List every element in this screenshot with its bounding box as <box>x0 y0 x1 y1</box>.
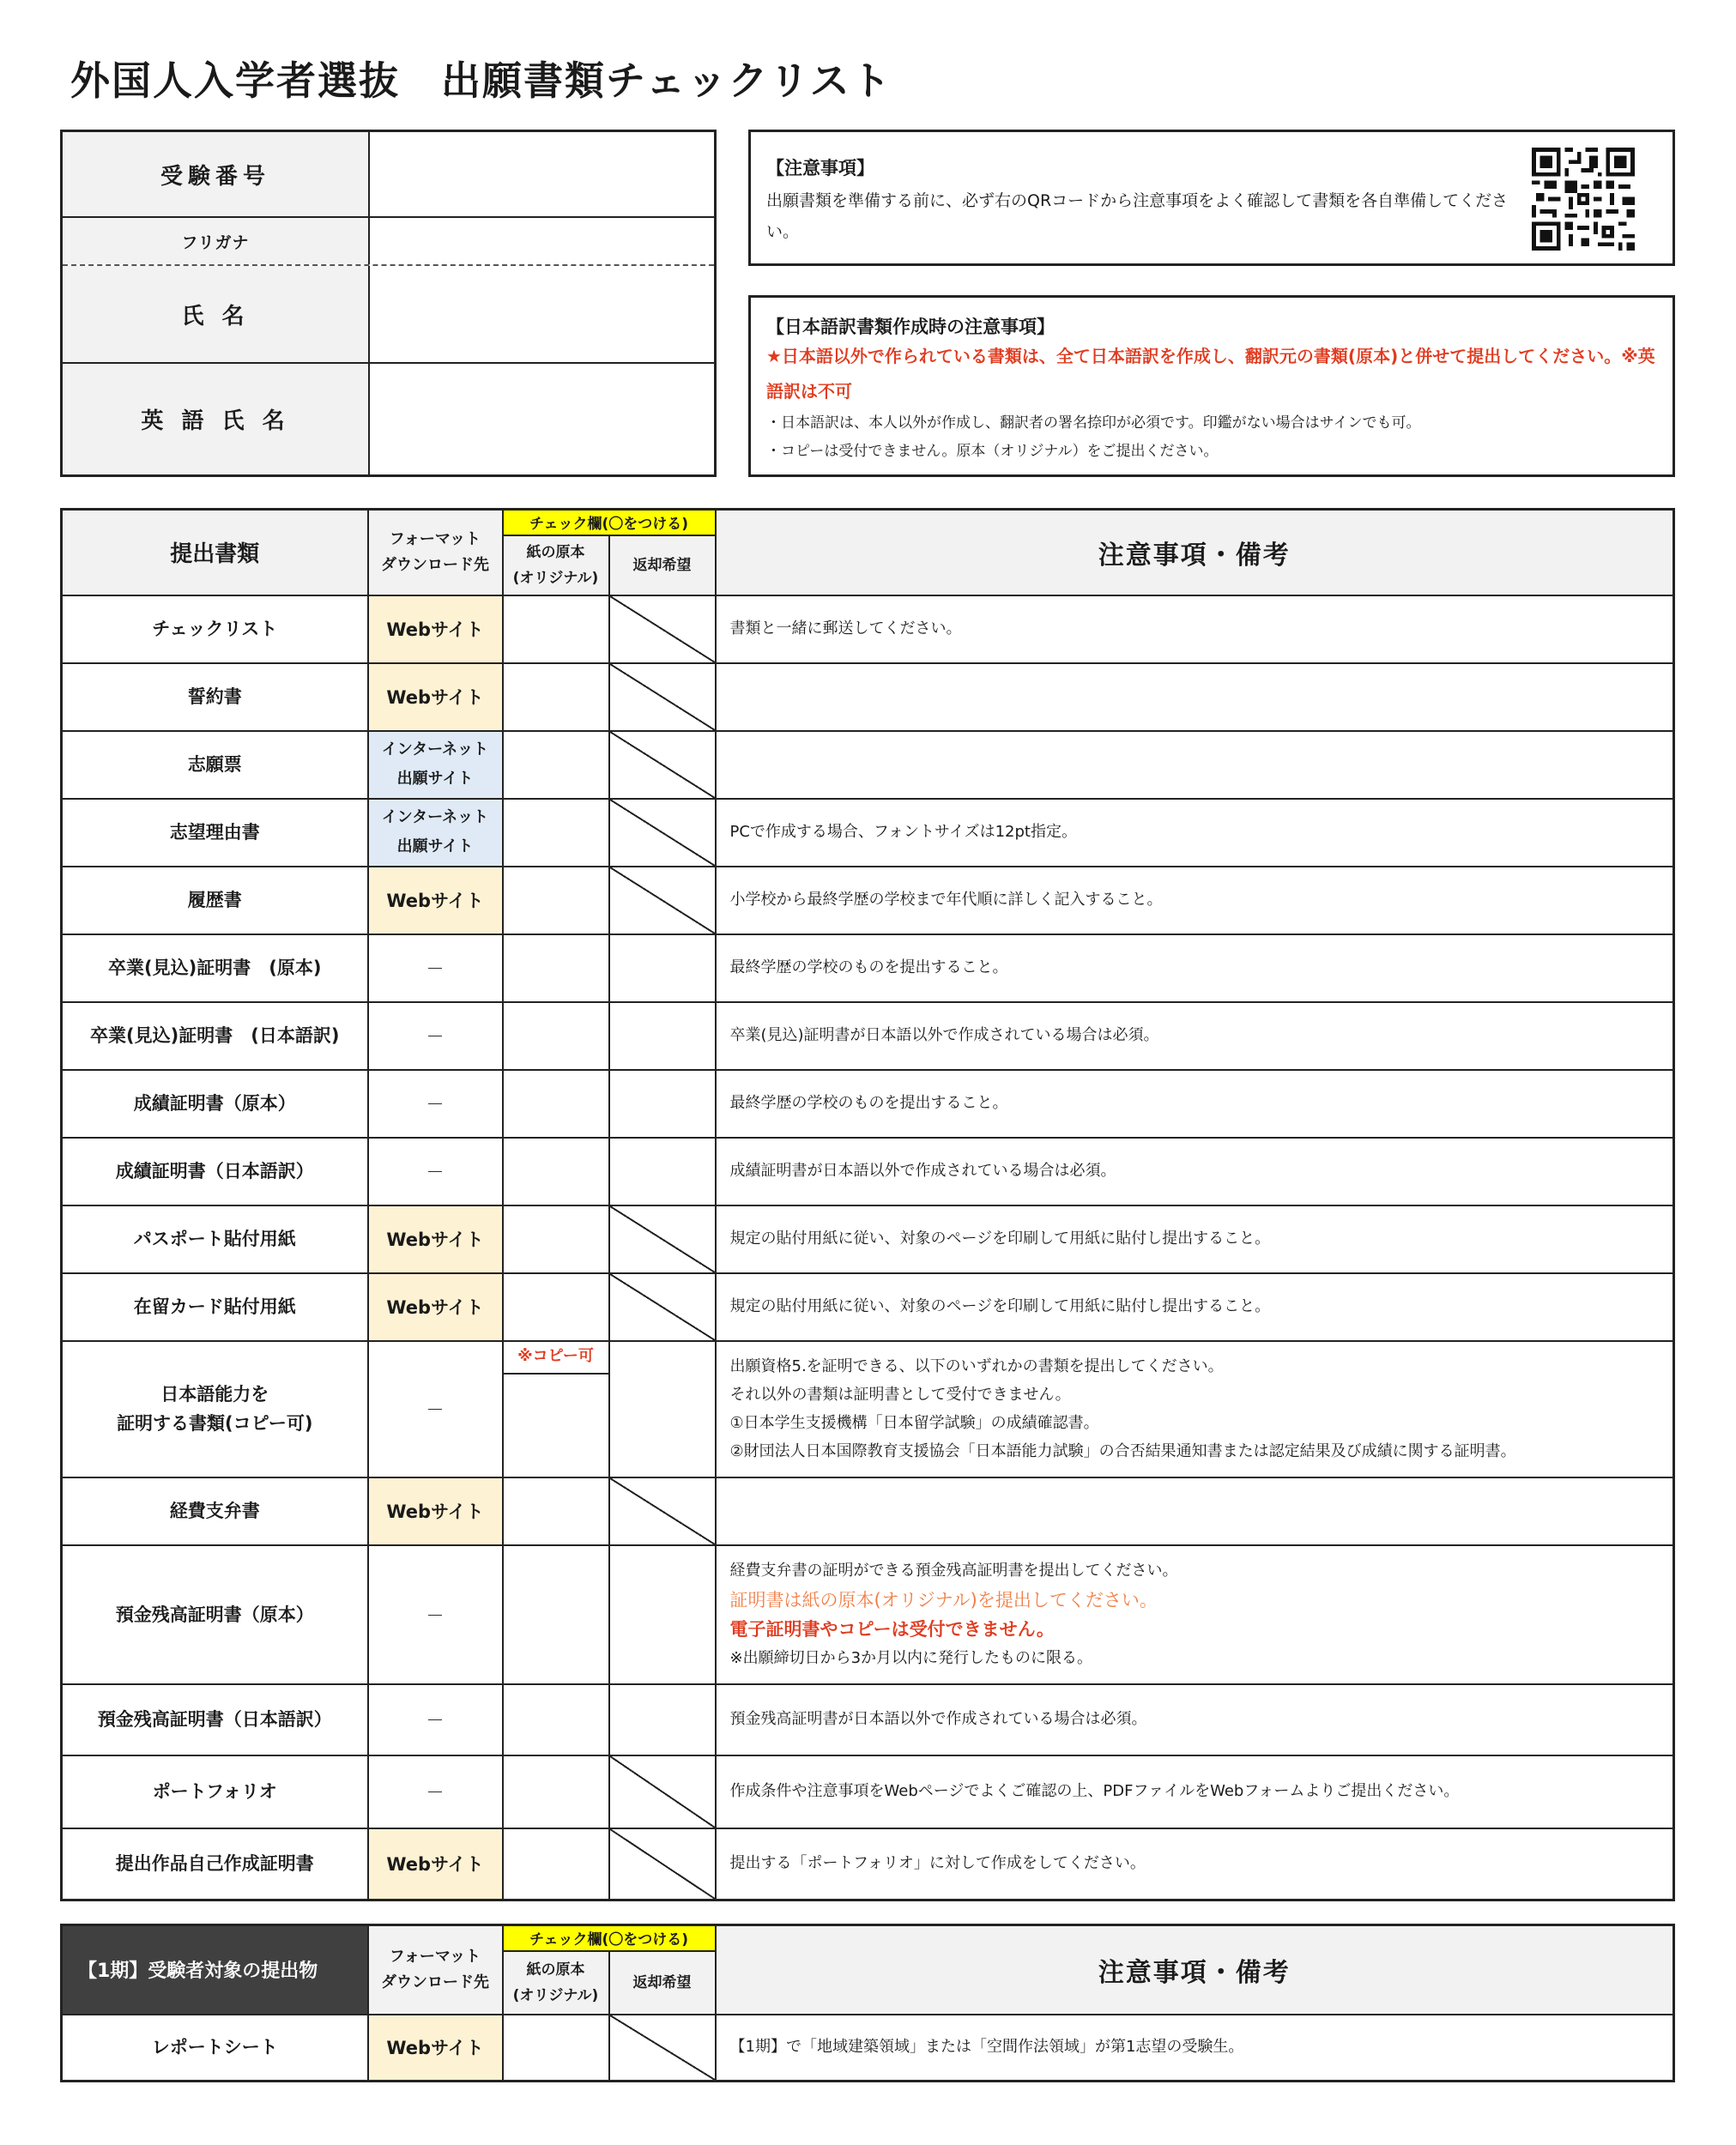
document-name: 卒業(見込)証明書 (原本) <box>62 934 368 1002</box>
note-cell: 規定の貼付用紙に従い、対象のページを印刷して用紙に貼付し提出すること。 <box>716 1205 1674 1273</box>
note-line: ※出願締切日から3か月以内に発行したものに限る。 <box>729 1648 1093 1667</box>
note-cell: 預金残高証明書が日本語以外で作成されている場合は必須。 <box>716 1684 1674 1755</box>
furigana-label: フリガナ <box>63 218 370 264</box>
name-field[interactable] <box>370 266 714 362</box>
table-row <box>62 1477 1674 1545</box>
table-header-row <box>62 1925 1674 1951</box>
note-cell: 書類と一緒に郵送してください。 <box>716 595 1674 663</box>
table-row <box>62 1205 1674 1273</box>
notice-title: 【注意事項】 <box>766 158 874 178</box>
document-name: 志願票 <box>62 731 368 799</box>
exam-number-field[interactable] <box>370 132 714 216</box>
note-line: ①日本学生支援機構「日本留学試験」の成績確認書。 <box>729 1414 1099 1432</box>
return-disabled-cell <box>609 1828 716 1900</box>
table-row <box>62 663 1674 731</box>
document-name: パスポート貼付用紙 <box>62 1205 368 1273</box>
paper-check-cell[interactable] <box>503 1070 609 1138</box>
format-link[interactable]: Webサイト <box>368 595 503 663</box>
return-disabled-cell <box>609 1755 716 1828</box>
document-name: 在留カード貼付用紙 <box>62 1273 368 1341</box>
paper-check-cell[interactable] <box>503 867 609 934</box>
header-format: フォーマット ダウンロード先 <box>368 1925 503 2015</box>
paper-check-cell[interactable] <box>503 934 609 1002</box>
document-name: 誓約書 <box>62 663 368 731</box>
qr-code-icon[interactable] <box>1532 148 1635 251</box>
note-cell: 最終学歴の学校のものを提出すること。 <box>716 934 1674 1002</box>
return-check-cell[interactable] <box>609 1684 716 1755</box>
format-none: － <box>368 1755 503 1828</box>
english-name-label: 英 語 氏 名 <box>63 364 370 474</box>
return-disabled-cell <box>609 2015 716 2082</box>
format-link[interactable]: Webサイト <box>368 1273 503 1341</box>
format-link[interactable]: Webサイト <box>368 867 503 934</box>
note-cell <box>716 1341 1674 1477</box>
table-row <box>62 1684 1674 1755</box>
table-row <box>62 867 1674 934</box>
table-row <box>62 1070 1674 1138</box>
header-format: フォーマット ダウンロード先 <box>368 510 503 595</box>
note-cell <box>716 731 1674 799</box>
document-name: 志望理由書 <box>62 799 368 867</box>
table-row <box>62 1755 1674 1828</box>
format-none: － <box>368 1684 503 1755</box>
note-line: 出願資格5.を証明できる、以下のいずれかの書類を提出してください。 <box>729 1357 1224 1375</box>
note-cell: 規定の貼付用紙に従い、対象のページを印刷して用紙に貼付し提出すること。 <box>716 1273 1674 1341</box>
furigana-field[interactable] <box>370 218 714 264</box>
translation-note-2: ・コピーは受付できません。原本（オリジナル）をご提出ください。 <box>766 443 1219 460</box>
format-link[interactable]: Webサイト <box>368 1205 503 1273</box>
header-term1: 【1期】受験者対象の提出物 <box>62 1925 368 2015</box>
return-disabled-cell <box>609 1273 716 1341</box>
name-label: 氏 名 <box>63 266 370 362</box>
table-row <box>62 1341 1674 1477</box>
document-name: 預金残高証明書（原本） <box>62 1545 368 1684</box>
paper-check-cell[interactable] <box>503 799 609 867</box>
table-row <box>62 1273 1674 1341</box>
exam-number-label: 受験番号 <box>63 132 370 216</box>
format-none: － <box>368 1070 503 1138</box>
note-line-warning: 証明書は紙の原本(オリジナル)を提出してください。 <box>729 1589 1158 1610</box>
return-check-cell[interactable] <box>609 1138 716 1205</box>
note-line: それ以外の書類は証明書として受付できません。 <box>729 1386 1071 1404</box>
header-check: チェック欄(〇をつける) <box>503 510 716 535</box>
return-disabled-cell <box>609 663 716 731</box>
note-cell: 成績証明書が日本語以外で作成されている場合は必須。 <box>716 1138 1674 1205</box>
return-disabled-cell <box>609 1205 716 1273</box>
copy-allowed-badge: ※コピー可 <box>504 1342 608 1375</box>
paper-check-cell[interactable] <box>503 1755 609 1828</box>
paper-check-cell[interactable] <box>503 1684 609 1755</box>
note-line: 経費支弁書の証明ができる預金残高証明書を提出してください。 <box>729 1561 1178 1580</box>
notice-box <box>748 130 1675 266</box>
term1-checklist-table <box>60 1924 1675 2082</box>
document-name: チェックリスト <box>62 595 368 663</box>
table-header-row <box>62 510 1674 535</box>
paper-check-cell[interactable] <box>503 1545 609 1684</box>
format-link[interactable]: Webサイト <box>368 663 503 731</box>
note-cell: 作成条件や注意事項をWebページでよくご確認の上、PDFファイルをWebフォームよりご提出ください。 <box>716 1755 1674 1828</box>
header-paper-original: 紙の原本 (オリジナル) <box>503 535 609 595</box>
return-check-cell[interactable] <box>609 1545 716 1684</box>
translation-warning: ★日本語以外で作られている書類は、全て日本語訳を作成し、翻訳元の書類(原本)と併せて提出してください。※英語訳は不可 <box>766 346 1655 402</box>
return-check-cell[interactable] <box>609 1341 716 1477</box>
note-cell <box>716 1545 1674 1684</box>
return-check-cell[interactable] <box>609 1002 716 1070</box>
header-notes: 注意事項・備考 <box>716 1925 1674 2015</box>
paper-check-cell[interactable] <box>503 1002 609 1070</box>
table-row <box>62 1828 1674 1900</box>
header-check: チェック欄(〇をつける) <box>503 1925 716 1951</box>
translation-notice-title: 【日本語訳書類作成時の注意事項】 <box>766 317 1055 337</box>
name-row <box>63 266 714 364</box>
document-name: 成績証明書（日本語訳） <box>62 1138 368 1205</box>
applicant-info-box <box>60 130 717 477</box>
english-name-field[interactable] <box>370 364 714 474</box>
table-row <box>62 1138 1674 1205</box>
note-line: ②財団法人日本国際教育支援協会「日本語能力試験」の合否結果通知書または認定結果及び成績に関する証明書。 <box>729 1442 1516 1460</box>
header-notes: 注意事項・備考 <box>716 510 1674 595</box>
format-link[interactable]: Webサイト <box>368 1477 503 1545</box>
header-return-request: 返却希望 <box>609 1951 716 2015</box>
paper-check-cell[interactable] <box>503 1477 609 1545</box>
header-paper-original: 紙の原本 (オリジナル) <box>503 1951 609 2015</box>
header-return-request: 返却希望 <box>609 535 716 595</box>
table-row <box>62 2015 1674 2082</box>
notice-body: 出願書類を準備する前に、必ず右のQRコードから注意事項をよく確認して書類を各自準備してください。 <box>766 191 1509 241</box>
document-name: 預金残高証明書（日本語訳） <box>62 1684 368 1755</box>
translation-notice-box <box>748 295 1675 477</box>
paper-check-cell[interactable] <box>503 1138 609 1205</box>
table-row <box>62 934 1674 1002</box>
note-cell: 【1期】で「地域建築領域」または「空間作法領域」が第1志望の受験生。 <box>716 2015 1674 2082</box>
return-disabled-cell <box>609 867 716 934</box>
translation-note-1: ・日本語訳は、本人以外が作成し、翻訳者の署名捺印が必須です。印鑑がない場合はサインでも可。 <box>766 414 1421 432</box>
document-checklist-table <box>60 508 1675 1901</box>
page-title: 外国人入学者選抜 出願書類チェックリスト <box>70 57 892 104</box>
format-none: － <box>368 934 503 1002</box>
format-none: － <box>368 1002 503 1070</box>
document-name: レポートシート <box>62 2015 368 2082</box>
table-row <box>62 1545 1674 1684</box>
note-cell: PCで作成する場合、フォントサイズは12pt指定。 <box>716 799 1674 867</box>
paper-check-cell[interactable] <box>503 1273 609 1341</box>
paper-check-cell[interactable] <box>503 663 609 731</box>
document-name: 経費支弁書 <box>62 1477 368 1545</box>
paper-check-cell[interactable] <box>503 2015 609 2082</box>
format-none: － <box>368 1341 503 1477</box>
format-link[interactable]: インターネット 出願サイト <box>368 799 503 867</box>
note-cell: 卒業(見込)証明書が日本語以外で作成されている場合は必須。 <box>716 1002 1674 1070</box>
document-name: 提出作品自己作成証明書 <box>62 1828 368 1900</box>
note-cell <box>716 663 1674 731</box>
note-line-alert: 電子証明書やコピーは受付できません。 <box>729 1618 1055 1640</box>
table-row <box>62 595 1674 663</box>
note-cell: 最終学歴の学校のものを提出すること。 <box>716 1070 1674 1138</box>
note-cell: 小学校から最終学歴の学校まで年代順に詳しく記入すること。 <box>716 867 1674 934</box>
exam-number-row <box>63 132 714 218</box>
format-link[interactable]: インターネット 出願サイト <box>368 731 503 799</box>
note-cell <box>716 1477 1674 1545</box>
document-name: 履歴書 <box>62 867 368 934</box>
return-disabled-cell <box>609 1477 716 1545</box>
format-link[interactable]: Webサイト <box>368 2015 503 2082</box>
note-cell: 提出する「ポートフォリオ」に対して作成をしてください。 <box>716 1828 1674 1900</box>
format-none: － <box>368 1545 503 1684</box>
table-row <box>62 1002 1674 1070</box>
format-link[interactable]: Webサイト <box>368 1828 503 1900</box>
paper-check-cell[interactable] <box>503 1205 609 1273</box>
document-name: 卒業(見込)証明書 (日本語訳) <box>62 1002 368 1070</box>
return-disabled-cell <box>609 731 716 799</box>
header-document: 提出書類 <box>62 510 368 595</box>
paper-check-cell[interactable] <box>503 595 609 663</box>
paper-check-cell[interactable] <box>503 1341 609 1477</box>
document-name: 成績証明書（原本） <box>62 1070 368 1138</box>
return-disabled-cell <box>609 595 716 663</box>
furigana-row <box>63 218 714 266</box>
paper-check-cell[interactable] <box>503 731 609 799</box>
return-check-cell[interactable] <box>609 934 716 1002</box>
return-disabled-cell <box>609 799 716 867</box>
format-none: － <box>368 1138 503 1205</box>
document-name: ポートフォリオ <box>62 1755 368 1828</box>
return-check-cell[interactable] <box>609 1070 716 1138</box>
document-name: 日本語能力を 証明する書類(コピー可) <box>62 1341 368 1477</box>
table-row <box>62 731 1674 799</box>
table-row <box>62 799 1674 867</box>
paper-check-cell[interactable] <box>503 1828 609 1900</box>
english-name-row <box>63 364 714 474</box>
